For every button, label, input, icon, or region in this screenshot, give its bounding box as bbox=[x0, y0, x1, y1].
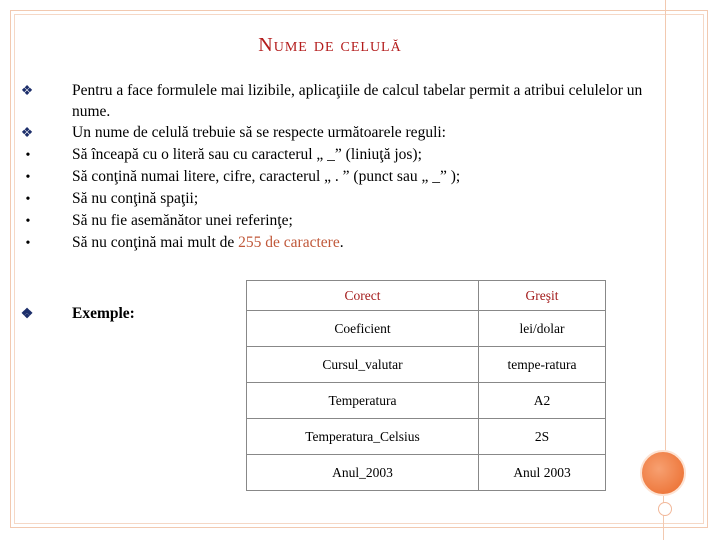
dot-icon: • bbox=[25, 192, 31, 207]
bullet-text: Să nu fie asemănător unei referinţe; bbox=[72, 212, 293, 229]
table-cell: Anul 2003 bbox=[479, 455, 606, 491]
examples-item bbox=[20, 305, 135, 323]
table-cell: Temperatura_Celsius bbox=[247, 419, 479, 455]
table-cell: 2S bbox=[479, 419, 606, 455]
list-item bbox=[20, 188, 660, 210]
bullet-text: Un nume de celulă trebuie să se respecte următoarele reguli: bbox=[72, 124, 446, 141]
table-row bbox=[247, 455, 606, 491]
list-item bbox=[20, 122, 660, 144]
list-item bbox=[20, 210, 660, 232]
table-cell: tempe-ratura bbox=[479, 347, 606, 383]
table-cell: Anul_2003 bbox=[247, 455, 479, 491]
bullet-list bbox=[20, 80, 660, 254]
decorative-line bbox=[665, 0, 666, 452]
slide-title: Nume de celulă bbox=[258, 34, 402, 56]
table-header-correct: Corect bbox=[247, 281, 479, 311]
table-cell: Cursul_valutar bbox=[247, 347, 479, 383]
examples-table bbox=[246, 280, 606, 491]
dot-icon: • bbox=[25, 170, 31, 185]
table-header-row bbox=[247, 281, 606, 311]
table-cell: Coeficient bbox=[247, 311, 479, 347]
bullet-text bbox=[72, 232, 660, 253]
diamond-icon: ❖ bbox=[20, 84, 34, 99]
dot-icon: • bbox=[25, 236, 31, 251]
diamond-icon: ❖ bbox=[20, 307, 34, 322]
dot-icon: • bbox=[25, 148, 31, 163]
table-cell: lei/dolar bbox=[479, 311, 606, 347]
table-cell: A2 bbox=[479, 383, 606, 419]
list-item bbox=[20, 166, 660, 188]
dot-icon: • bbox=[25, 214, 31, 229]
bullet-accent-text: 255 de caractere bbox=[238, 234, 340, 251]
list-item bbox=[20, 80, 660, 122]
bullet-text: Să nu conţină spaţii; bbox=[72, 190, 199, 207]
examples-label: Exemple: bbox=[72, 305, 135, 322]
table-header-wrong: Greşit bbox=[479, 281, 606, 311]
bullet-text-after: . bbox=[339, 234, 344, 251]
diamond-icon: ❖ bbox=[20, 126, 34, 141]
decorative-circle-icon bbox=[640, 450, 686, 496]
table-row bbox=[247, 347, 606, 383]
table-cell: Temperatura bbox=[247, 383, 479, 419]
table-row bbox=[247, 311, 606, 347]
bullet-text: Să conţină numai litere, cifre, caracterul „ . ” (punct sau „ _” ); bbox=[72, 168, 461, 185]
table-row bbox=[247, 419, 606, 455]
decorative-small-circle-icon bbox=[658, 502, 672, 516]
list-item bbox=[20, 144, 660, 166]
bullet-text-before: Să nu conţină mai mult de bbox=[72, 234, 239, 251]
list-item bbox=[20, 232, 660, 254]
bullet-text: Pentru a face formulele mai lizibile, aplicaţiile de calcul tabelar permit a atribui celulelor un nume. bbox=[72, 82, 643, 120]
bullet-text: Să înceapă cu o literă sau cu caracterul „ _” (liniuţă jos); bbox=[72, 146, 422, 163]
table-row bbox=[247, 383, 606, 419]
